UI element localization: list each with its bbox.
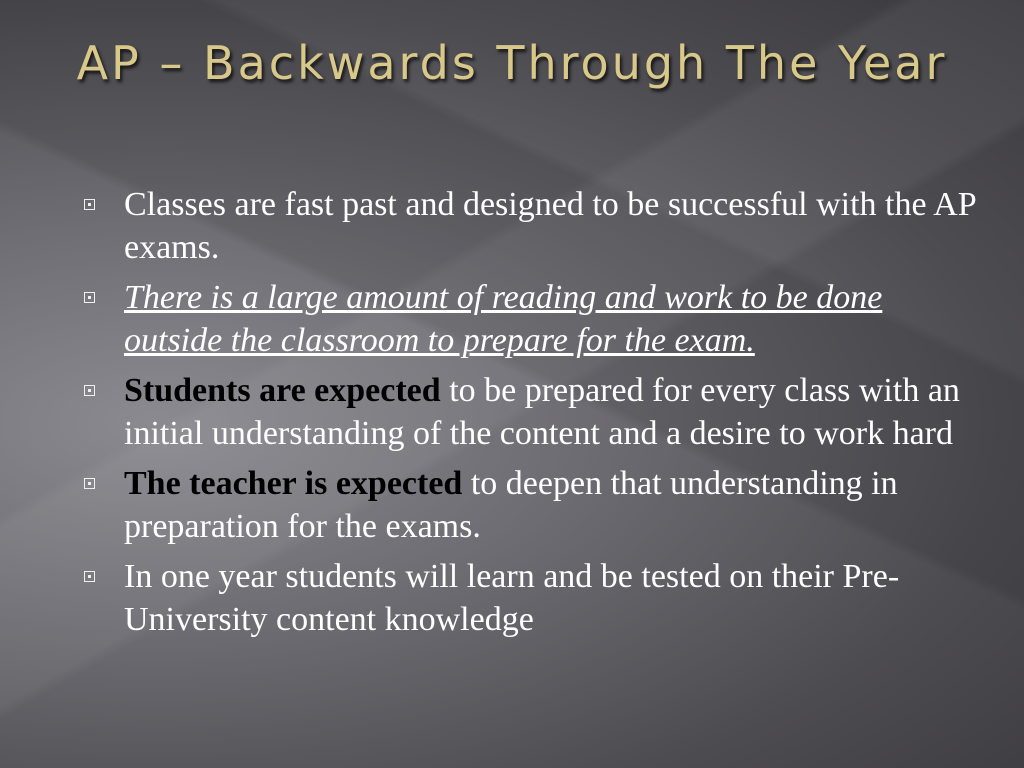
- square-bullet-icon: [84, 292, 95, 303]
- bullet-text-3: to be prepared for every class with an initial understanding of the content and a desire to work hard: [124, 372, 960, 452]
- slide-title: AP – Backwards Through The Year: [76, 36, 948, 90]
- bullet-list: [78, 183, 978, 648]
- square-bullet-icon: [84, 199, 95, 210]
- square-bullet-icon: [84, 385, 95, 396]
- bullet-bold-4: The teacher is expected: [124, 465, 463, 502]
- bullet-text-1: Classes are fast past and designed to be successful with the AP exams.: [124, 186, 976, 266]
- bullet-item-5: [78, 555, 978, 641]
- bullet-text-5: In one year students will learn and be tested on their Pre-University content knowledge: [124, 558, 900, 638]
- bullet-item-2: [78, 276, 978, 362]
- bullet-item-1: [78, 183, 978, 269]
- bullet-text-4: to deepen that understanding in preparation for the exams.: [124, 465, 898, 545]
- square-bullet-icon: [84, 571, 95, 582]
- bullet-text-2: There is a large amount of reading and work to be done outside the classroom to prepare for the exam.: [124, 279, 883, 359]
- bullet-item-4: [78, 462, 978, 548]
- bullet-item-3: [78, 369, 978, 455]
- square-bullet-icon: [84, 478, 95, 489]
- bullet-bold-3: Students are expected: [124, 372, 441, 409]
